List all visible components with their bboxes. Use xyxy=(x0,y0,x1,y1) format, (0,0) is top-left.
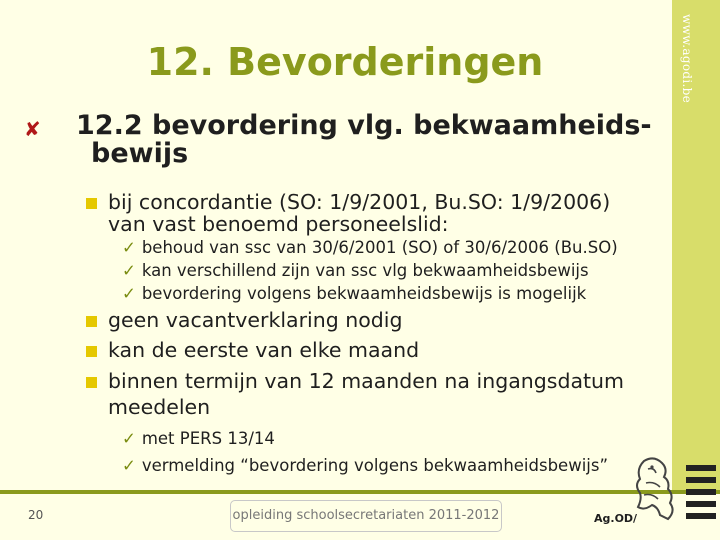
subtitle-line-2: bewijs xyxy=(91,138,189,169)
check-item: ✓ bevordering volgens bekwaamheidsbewijs is mogelijk xyxy=(122,284,587,303)
vertical-url-text: www.agodi.be xyxy=(680,14,694,103)
check-item: ✓ behoud van ssc van 30/6/2001 (SO) of 30/6/2006 (Bu.SO) xyxy=(122,238,618,257)
slide-title: 12. Bevorderingen xyxy=(146,40,544,84)
square-bullet-icon xyxy=(86,316,97,327)
flag-stripes-icon xyxy=(686,465,716,525)
square-bullet-icon xyxy=(86,198,97,209)
footer-brand: Ag.OD/ xyxy=(594,512,638,525)
bullet-item: geen vacantverklaring nodig xyxy=(108,308,403,332)
footer-caption: opleiding schoolsecretariaten 2011-2012 xyxy=(230,500,502,532)
checkmark-icon: ✓ xyxy=(122,284,136,303)
checkmark-icon: ✓ xyxy=(122,261,136,280)
page-number: 20 xyxy=(28,508,44,522)
bullet-item: kan de eerste van elke maand xyxy=(108,338,420,362)
x-icon: ✘ xyxy=(24,117,41,141)
square-bullet-icon xyxy=(86,377,97,388)
checkmark-icon: ✓ xyxy=(122,429,136,448)
square-bullet-icon xyxy=(86,346,97,357)
check-item: ✓ met PERS 13/14 xyxy=(122,429,275,448)
check-item: ✓ kan verschillend zijn van ssc vlg bekwaamheidsbewijs xyxy=(122,261,589,280)
slide-subtitle xyxy=(76,112,656,168)
bullet-item: binnen termijn van 12 maanden na ingangsdatum meedelen xyxy=(108,369,625,419)
checkmark-icon: ✓ xyxy=(122,456,136,475)
check-item: ✓ vermelding “bevordering volgens bekwaamheidsbewijs” xyxy=(122,456,609,475)
checkmark-icon: ✓ xyxy=(122,238,136,257)
subtitle-line-1: 12.2 bevordering vlg. bekwaamheids- xyxy=(76,110,652,141)
flemish-lion-icon xyxy=(630,455,678,525)
bullet-item: bij concordantie (SO: 1/9/2001, Bu.SO: 1/9/2006) van vast benoemd personeelslid: xyxy=(108,190,611,236)
